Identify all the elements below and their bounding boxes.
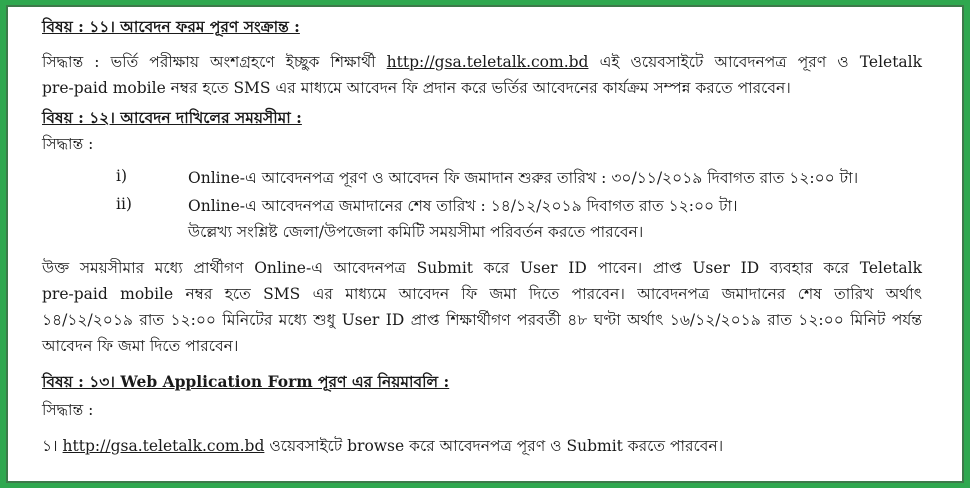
- section-12-heading: বিষয় : ১২। আবেদন দাখিলের সময়সীমা :: [42, 108, 302, 127]
- section-12-decision-label: সিদ্ধান্ত :: [42, 135, 94, 153]
- section-13-heading: বিষয় : ১৩। Web Application Form পূরণ এর নিয়মাবলি :: [42, 372, 450, 391]
- rule-number: ১।: [42, 437, 58, 455]
- paragraph-text: এই ওয়েবসাইটে আবেদনপত্র পূরণ ও Teletalk: [588, 53, 923, 71]
- section-12-note: উল্লেখ্য সংশ্লিষ্ট জেলা/উপজেলা কমিটি সময়সীমা পরিবর্তন করতে পারবেন।: [188, 223, 644, 241]
- gsa-teletalk-link[interactable]: http://gsa.teletalk.com.bd: [386, 53, 589, 71]
- paragraph-text: ভর্তি পরীক্ষায় অংশগ্রহণে ইচ্ছুক শিক্ষার্থী: [99, 53, 387, 71]
- list-item-start-date: Online-এ আবেদনপত্র পূরণ ও আবেদন ফি জমাদান শুরুর তারিখ : ৩০/১১/২০১৯ দিবাগত রাত ১২:০০ টা।: [188, 169, 859, 187]
- list-marker: i): [116, 167, 128, 185]
- section-12-paragraph-line-1: উক্ত সময়সীমার মধ্যে প্রার্থীগণ Online-এ আবেদনপত্র Submit করে User ID পাবেন। প্রাপ্ত User ID ব্যবহার করে Teletalk: [42, 259, 922, 277]
- section-11-heading: বিষয় : ১১। আবেদন ফরম পূরণ সংক্রান্ত :: [42, 17, 300, 36]
- section-12-paragraph-line-3: ১৪/১২/২০১৯ রাত ১২:০০ মিনিটের মধ্যে শুধু User ID প্রাপ্ত শিক্ষার্থীগণ পরবর্তী ৪৮ ঘণ্টা অর্থাৎ ১৬/১২/২০১৯ রাত ১২:০০ মিনিট পর্যন্ত: [42, 311, 922, 329]
- decision-label: সিদ্ধান্ত :: [42, 53, 100, 71]
- gsa-teletalk-link[interactable]: http://gsa.teletalk.com.bd: [62, 437, 265, 455]
- section-12-paragraph-line-4: আবেদন ফি জমা দিতে পারবেন।: [42, 337, 239, 355]
- rule-text: ওয়েবসাইটে browse করে আবেদনপত্র পূরণ ও Submit করতে পারবেন।: [264, 437, 724, 455]
- list-item-end-date: Online-এ আবেদনপত্র জমাদানের শেষ তারিখ : ১৪/১২/২০১৯ দিবাগত রাত ১২:০০ টা।: [188, 197, 738, 215]
- section-11-paragraph-line-1: [42, 51, 922, 73]
- section-13-decision-label: সিদ্ধান্ত :: [42, 401, 94, 419]
- section-13-rule-1: [42, 435, 922, 457]
- document-frame: [6, 5, 964, 483]
- document-page: [8, 7, 962, 481]
- section-12-paragraph-line-2: pre-paid mobile নম্বর হতে SMS এর মাধ্যমে আবেদন ফি জমা দিতে পারবেন। আবেদনপত্র জমাদানের শেষ তারিখ অর্থাৎ: [42, 285, 922, 303]
- list-marker: ii): [116, 195, 132, 213]
- section-11-paragraph-line-2: pre-paid mobile নম্বর হতে SMS এর মাধ্যমে আবেদন ফি প্রদান করে ভর্তির আবেদনের কার্যক্রম সম্পন্ন করতে পারবেন।: [42, 79, 791, 97]
